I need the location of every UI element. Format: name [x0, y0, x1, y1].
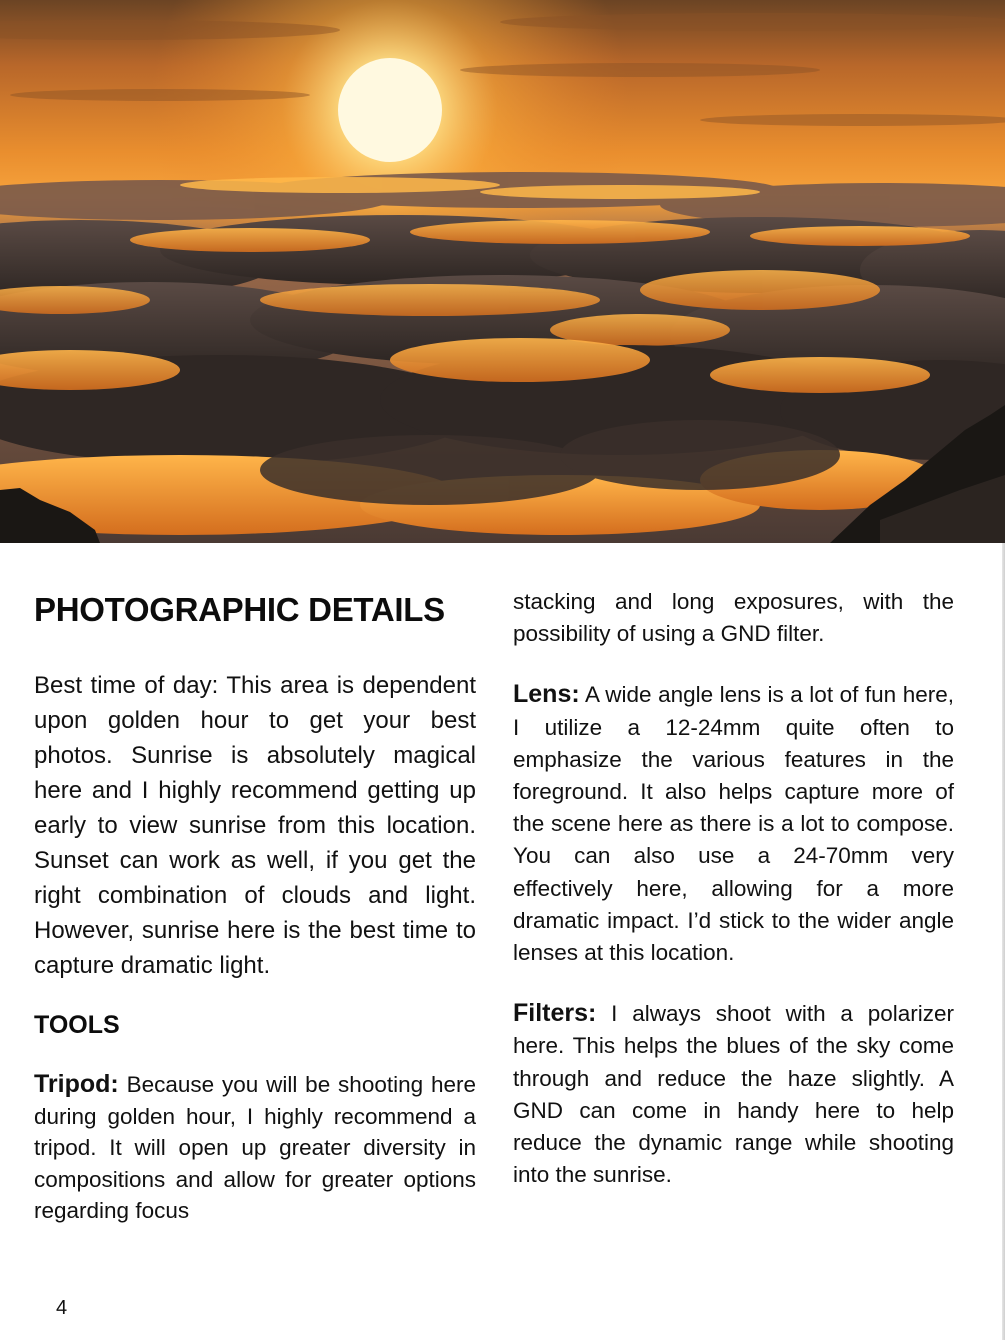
lens-label: Lens:	[513, 680, 580, 709]
filters-text: I always shoot with a polarizer here. This helps the blues of the sky come through and reduce the haze slightly. A GND can come in handy here to help reduce the dynamic range while shooting into the sunrise.	[513, 1001, 954, 1188]
left-column	[34, 586, 476, 1227]
tripod-continued-paragraph: stacking and long exposures, with the possibility of using a GND filter.	[513, 589, 954, 647]
hero-photo	[0, 0, 1005, 543]
filters-label: Filters:	[513, 999, 597, 1028]
tripod-label: Tripod:	[34, 1070, 119, 1098]
lens-text: A wide angle lens is a lot of fun here, I utilize a 12-24mm quite often to emphasize the various features in the foreground. It also helps capture more of the scene here as there is a lot to compose. You can also use a 24-70mm very effectively here, allowing for a more dramatic impact. I’d stick to the wider angle lenses at this location.	[513, 682, 954, 966]
lens-paragraph	[513, 678, 954, 969]
filters-paragraph	[513, 997, 954, 1191]
tripod-text: Because you will be shooting here during golden hour, I highly recommend a tripod. It will open up greater diversity in compositions and allow for greater options regarding focus	[34, 1072, 476, 1223]
right-column	[513, 586, 954, 1191]
sunrise-clouds-illustration	[0, 0, 1005, 543]
best-time-paragraph: Best time of day: This area is dependent upon golden hour to get your best photos. Sunrise is absolutely magical here and I highly recommend getting up early to view sunrise from this location. Sunset can work as well, if you get the right combination of clouds and light. However, sunrise here is the best time to capture dramatic light.	[34, 672, 476, 979]
tools-heading: TOOLS	[34, 1011, 120, 1039]
tripod-paragraph	[34, 1069, 476, 1227]
section-title: PHOTOGRAPHIC DETAILS	[34, 591, 445, 628]
page-number: 4	[56, 1297, 68, 1319]
